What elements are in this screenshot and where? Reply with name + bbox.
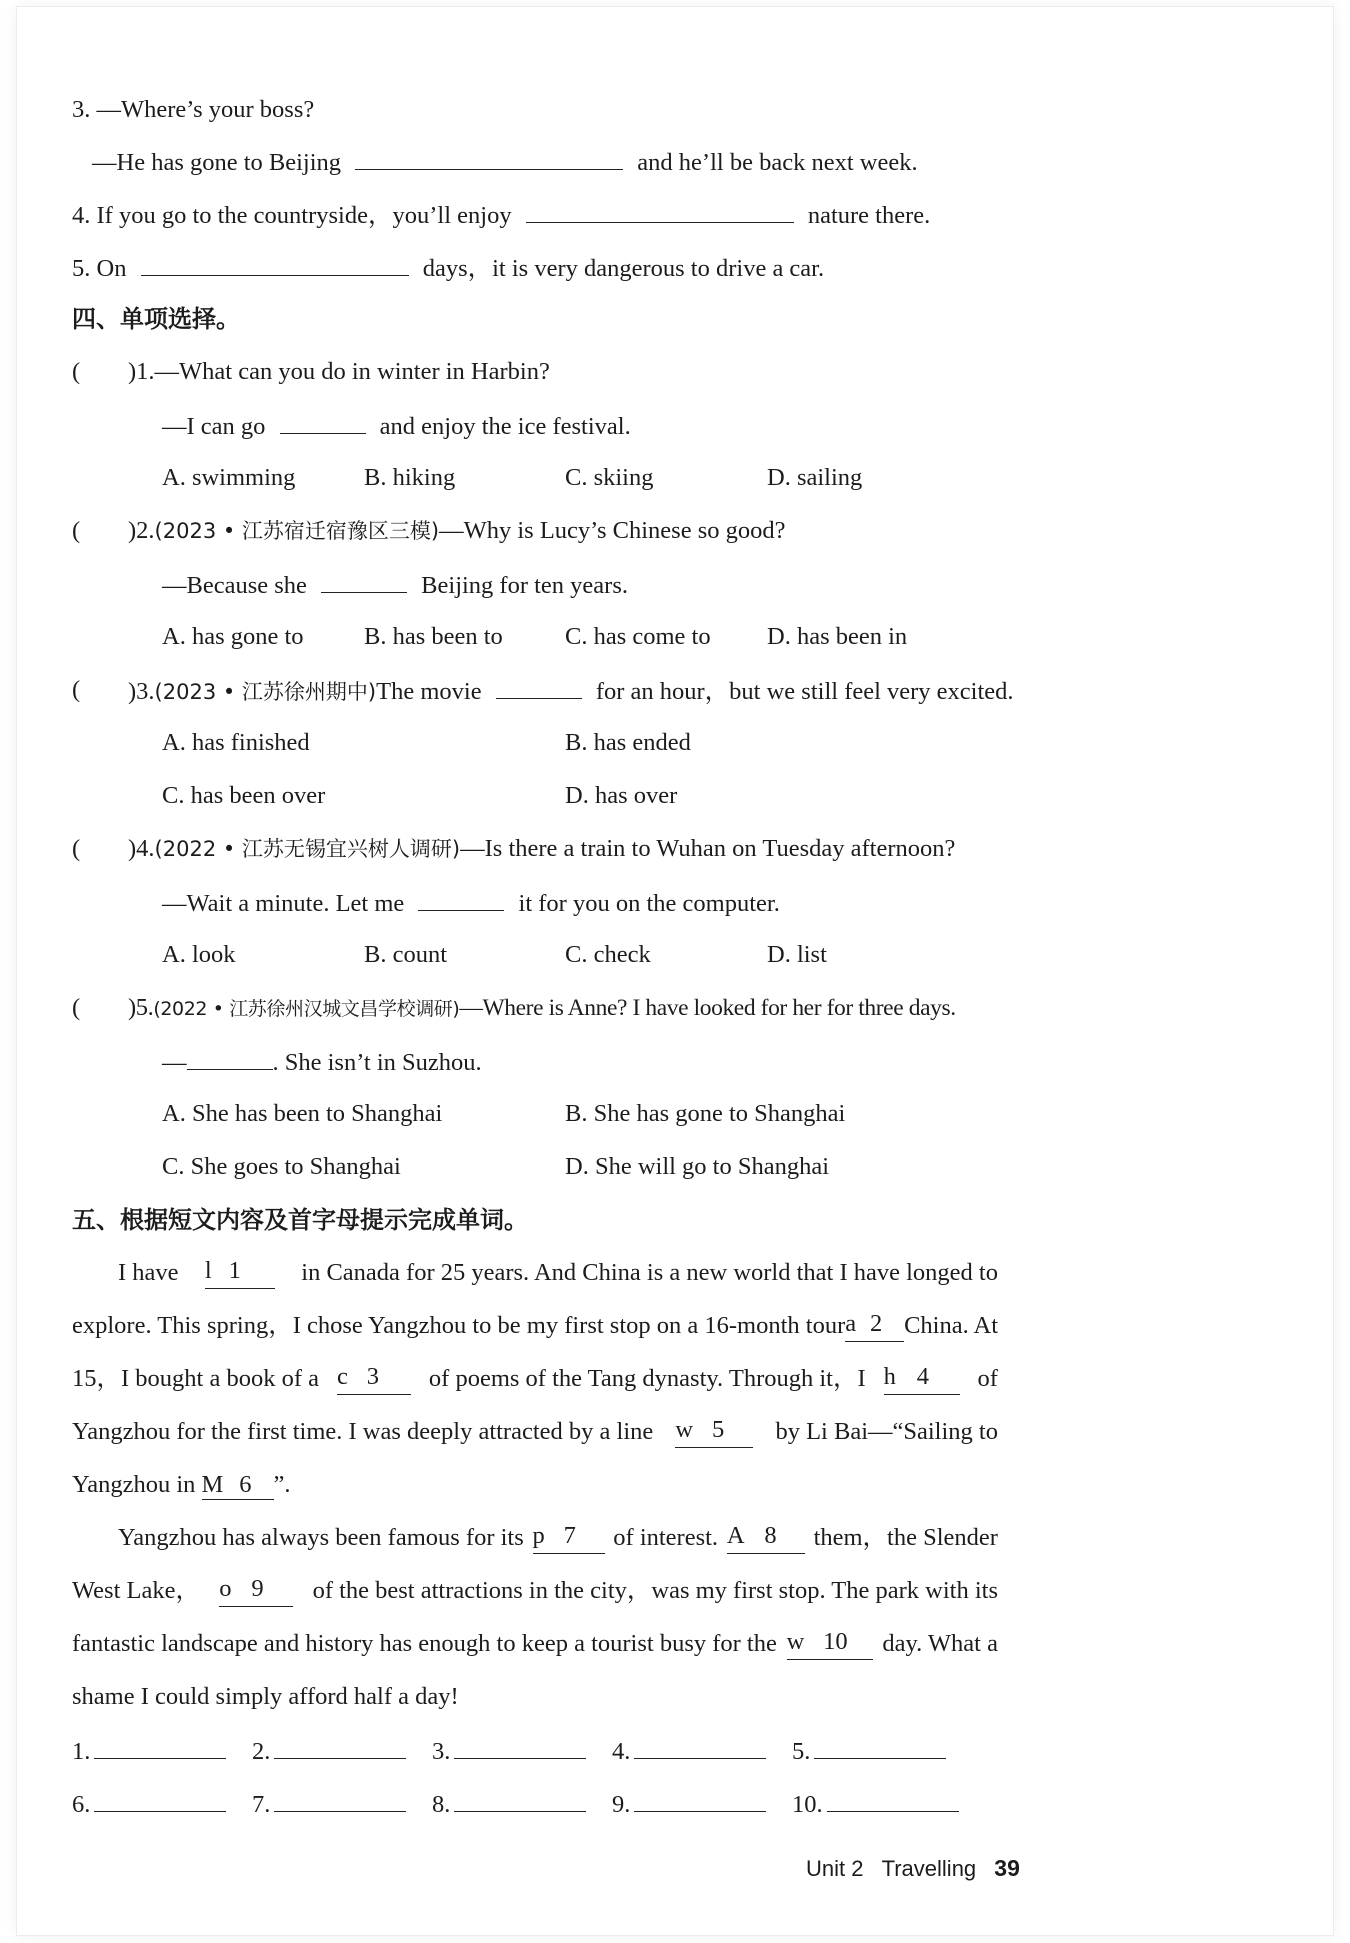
passage-p2-line4: shame I could simply afford half a day! (72, 1683, 459, 1710)
answer-blank[interactable] (814, 1734, 946, 1759)
passage-p1-line3 (72, 1363, 998, 1395)
footer-title: Travelling (881, 1856, 977, 1881)
mc1-paren: ( (72, 358, 81, 385)
q4-pre: 4. If you go to the countryside，you’ll enjoy (72, 202, 512, 229)
mc3-question-pre: The movie (376, 678, 482, 705)
mc5-option-c[interactable]: C. She goes to Shanghai (162, 1153, 401, 1180)
mc5-line2 (162, 1045, 482, 1079)
p1-l4-text-b: by Li Bai—“Sailing to (775, 1418, 998, 1445)
answer-6 (72, 1787, 226, 1821)
answer-blank[interactable] (634, 1734, 766, 1759)
blank-6-letter: M (201, 1471, 224, 1498)
blank-10-letter: w (786, 1628, 805, 1655)
answer-label: 5. (792, 1738, 811, 1765)
mc2-option-a[interactable]: A. has gone to (162, 623, 304, 650)
mc2-line2-post: Beijing for ten years. (421, 572, 628, 599)
answer-label: 6. (72, 1791, 91, 1818)
p2-l3-text-b: day. What a (882, 1630, 998, 1657)
blank-7-number: 7 (563, 1522, 576, 1549)
blank-4-number: 4 (916, 1363, 929, 1390)
passage-p1-line1 (118, 1257, 998, 1289)
mc3-option-c[interactable]: C. has been over (162, 782, 326, 809)
q5-blank[interactable] (141, 251, 409, 276)
q4-line (72, 198, 930, 232)
mc2-paren: ( (72, 517, 81, 544)
blank-3-number: 3 (366, 1363, 379, 1390)
p1-l3-text-b: of poems of the Tang dynasty. Through it，I (428, 1365, 866, 1392)
mc3-source: (2023 • 江苏徐州期中) (154, 680, 377, 704)
mc4-option-a[interactable]: A. look (162, 941, 236, 968)
passage-p1-line5 (72, 1469, 291, 1501)
mc4-line2-post: it for you on the computer. (518, 890, 780, 917)
footer-unit: Unit 2 (806, 1856, 864, 1881)
answer-10 (792, 1787, 959, 1821)
mc3-option-b[interactable]: B. has ended (565, 729, 691, 756)
passage-blank-2[interactable] (845, 1310, 904, 1342)
mc4-blank[interactable] (418, 886, 504, 911)
mc3-number: )3. (128, 678, 155, 705)
blank-3-letter: c (336, 1363, 348, 1390)
page-number: 39 (994, 1855, 1020, 1881)
mc2-option-c[interactable]: C. has come to (565, 623, 711, 650)
mc4-question: —Is there a train to Wuhan on Tuesday afternoon? (460, 835, 956, 862)
mc2-source: (2023 • 江苏宿迁宿豫区三模) (154, 519, 440, 543)
answer-blank[interactable] (94, 1787, 226, 1812)
p1-l2-text-a: explore. This spring，I chose Yangzhou to be my first stop on a 16-month tour (72, 1312, 846, 1339)
mc1-number: )1. (128, 358, 155, 385)
passage-blank-4[interactable] (884, 1363, 960, 1395)
mc5-question: —Where is Anne? I have looked for her for three days. (459, 995, 956, 1021)
p1-l3-text-a: 15，I bought a book of a (72, 1365, 319, 1392)
q3-line1 (72, 94, 314, 126)
passage-blank-9[interactable] (219, 1575, 293, 1607)
mc1-line2-post: and enjoy the ice festival. (379, 413, 631, 440)
mc5-line2-post: . She isn’t in Suzhou. (272, 1049, 482, 1076)
p2-l1-text-a: Yangzhou has always been famous for its (118, 1524, 524, 1551)
blank-2-number: 2 (870, 1310, 883, 1337)
mc2-option-b[interactable]: B. has been to (364, 623, 503, 650)
answer-blank[interactable] (274, 1787, 406, 1812)
passage-blank-5[interactable] (675, 1416, 753, 1448)
passage-p2-line3 (72, 1628, 998, 1660)
q3-blank[interactable] (355, 145, 623, 170)
q5-line (72, 251, 824, 285)
p1-l4-text-a: Yangzhou for the first time. I was deeply attracted by a line (72, 1418, 654, 1445)
blank-9-number: 9 (251, 1575, 264, 1602)
blank-1-number: 1 (228, 1257, 241, 1284)
mc1-line2-pre: —I can go (162, 413, 266, 440)
mc2-stem (128, 515, 786, 547)
p2-l2-text-a: West Lake， (72, 1577, 200, 1604)
mc3-question-post: for an hour，but we still feel very excited. (595, 678, 1014, 705)
mc5-number: )5. (128, 994, 154, 1021)
p1-l1-text-a: I have (118, 1259, 179, 1286)
mc5-option-a[interactable]: A. She has been to Shanghai (162, 1100, 443, 1127)
p1-l3-text-c: of (977, 1365, 998, 1392)
q4-blank[interactable] (526, 198, 794, 223)
section-4-heading: 四、单项选择。 (72, 305, 240, 333)
section-5-heading: 五、根据短文内容及首字母提示完成单词。 (72, 1206, 528, 1234)
mc5-stem (128, 992, 956, 1025)
mc4-line2-pre: —Wait a minute. Let me (162, 890, 405, 917)
p1-l1-text-b: in Canada for 25 years. And China is a new world that I have longed to (301, 1259, 998, 1286)
answer-3 (432, 1734, 586, 1768)
mc1-option-d[interactable]: D. sailing (767, 464, 863, 491)
answer-label: 2. (252, 1738, 271, 1765)
mc3-paren: ( (72, 676, 81, 703)
mc4-number: )4. (128, 835, 155, 862)
blank-5-letter: w (675, 1416, 694, 1443)
mc2-line2 (162, 568, 628, 602)
q3-answer-pre: —He has gone to Beijing (92, 149, 342, 176)
blank-6-number: 6 (239, 1471, 252, 1498)
mc4-paren: ( (72, 835, 81, 862)
mc4-option-b[interactable]: B. count (364, 941, 448, 968)
q3-answer-post: and he’ll be back next week. (637, 149, 918, 176)
mc4-option-c[interactable]: C. check (565, 941, 651, 968)
mc1-line2 (162, 409, 631, 443)
passage-blank-6[interactable] (202, 1471, 274, 1500)
p1-l5-text-b: ”. (273, 1471, 291, 1498)
blank-10-number: 10 (823, 1628, 848, 1655)
answer-7 (252, 1787, 406, 1821)
passage-blank-10[interactable] (787, 1628, 873, 1660)
mc4-source: (2022 • 江苏无锡宜兴树人调研) (154, 837, 461, 861)
answer-blank[interactable] (274, 1734, 406, 1759)
answer-4 (612, 1734, 766, 1768)
answer-label: 10. (792, 1791, 823, 1818)
mc5-option-b[interactable]: B. She has gone to Shanghai (565, 1100, 846, 1127)
q4-post: nature there. (807, 202, 931, 229)
p2-l1-text-c: them，the Slender (813, 1524, 998, 1551)
mc3-option-d[interactable]: D. has over (565, 782, 678, 809)
mc4-option-d[interactable]: D. list (767, 941, 827, 968)
mc1-question: —What can you do in winter in Harbin? (154, 358, 550, 385)
p2-l3-text-a: fantastic landscape and history has enough to keep a tourist busy for the (72, 1630, 777, 1657)
q5-pre: 5. On (72, 255, 127, 282)
mc5-line2-pre: — (162, 1049, 187, 1076)
p1-l5-text-a: Yangzhou in (72, 1471, 196, 1498)
blank-1-letter: l (204, 1257, 212, 1284)
blank-4-letter: h (883, 1363, 896, 1390)
mc5-option-d[interactable]: D. She will go to Shanghai (565, 1153, 830, 1180)
answer-label: 9. (612, 1791, 631, 1818)
mc2-line2-pre: —Because she (162, 572, 307, 599)
blank-8-number: 8 (764, 1522, 777, 1549)
mc5-paren: ( (72, 994, 81, 1021)
mc4-line2 (162, 886, 780, 920)
passage-p1-line2 (72, 1310, 998, 1342)
blank-8-letter: A (726, 1522, 745, 1549)
p2-l1-text-b: of interest. (613, 1524, 719, 1551)
passage-blank-7[interactable] (533, 1522, 605, 1554)
answer-label: 1. (72, 1738, 91, 1765)
answer-5 (792, 1734, 946, 1768)
p2-l2-text-b: of the best attractions in the city，was my first stop. The park with its (312, 1577, 998, 1604)
passage-p1-line4 (72, 1416, 998, 1448)
blank-5-number: 5 (711, 1416, 725, 1443)
q5-post: days，it is very dangerous to drive a car. (422, 255, 825, 282)
mc1-option-a[interactable]: A. swimming (162, 464, 296, 491)
answer-label: 8. (432, 1791, 451, 1818)
blank-7-letter: p (532, 1522, 545, 1549)
passage-blank-1[interactable] (205, 1257, 275, 1289)
answer-blank[interactable] (454, 1734, 586, 1759)
answer-blank[interactable] (94, 1734, 226, 1759)
p1-l2-text-b: China. At (904, 1312, 998, 1339)
answer-8 (432, 1787, 586, 1821)
mc2-option-d[interactable]: D. has been in (767, 623, 908, 650)
mc2-number: )2. (128, 517, 155, 544)
mc1-blank[interactable] (280, 409, 366, 434)
q3-question: 3. —Where’s your boss? (72, 96, 315, 123)
passage-blank-3[interactable] (337, 1363, 411, 1395)
answer-blank[interactable] (454, 1787, 586, 1812)
answer-label: 3. (432, 1738, 451, 1765)
mc4-stem (128, 833, 955, 865)
mc1-option-b[interactable]: B. hiking (364, 464, 456, 491)
page-footer (806, 1852, 1020, 1885)
mc2-blank[interactable] (321, 568, 407, 593)
answer-2 (252, 1734, 406, 1768)
blank-2-letter: a (845, 1310, 857, 1337)
answer-blank[interactable] (827, 1787, 959, 1812)
mc3-blank[interactable] (496, 674, 582, 699)
mc3-stem (128, 674, 1014, 708)
mc5-blank[interactable] (187, 1045, 273, 1070)
blank-9-letter: o (219, 1575, 232, 1602)
q3-line2 (92, 145, 918, 179)
mc1-option-c[interactable]: C. skiing (565, 464, 654, 491)
answer-label: 4. (612, 1738, 631, 1765)
answer-blank[interactable] (634, 1787, 766, 1812)
passage-p2-line2 (72, 1575, 998, 1607)
mc2-question: —Why is Lucy’s Chinese so good? (439, 517, 786, 544)
answer-1 (72, 1734, 226, 1768)
answer-9 (612, 1787, 766, 1821)
mc5-source: (2022 • 江苏徐州汉城文昌学校调研) (153, 998, 460, 1020)
mc1-stem (128, 356, 550, 388)
passage-blank-8[interactable] (727, 1522, 805, 1554)
passage-p2-line1 (118, 1522, 998, 1554)
answer-label: 7. (252, 1791, 271, 1818)
mc3-option-a[interactable]: A. has finished (162, 729, 310, 756)
